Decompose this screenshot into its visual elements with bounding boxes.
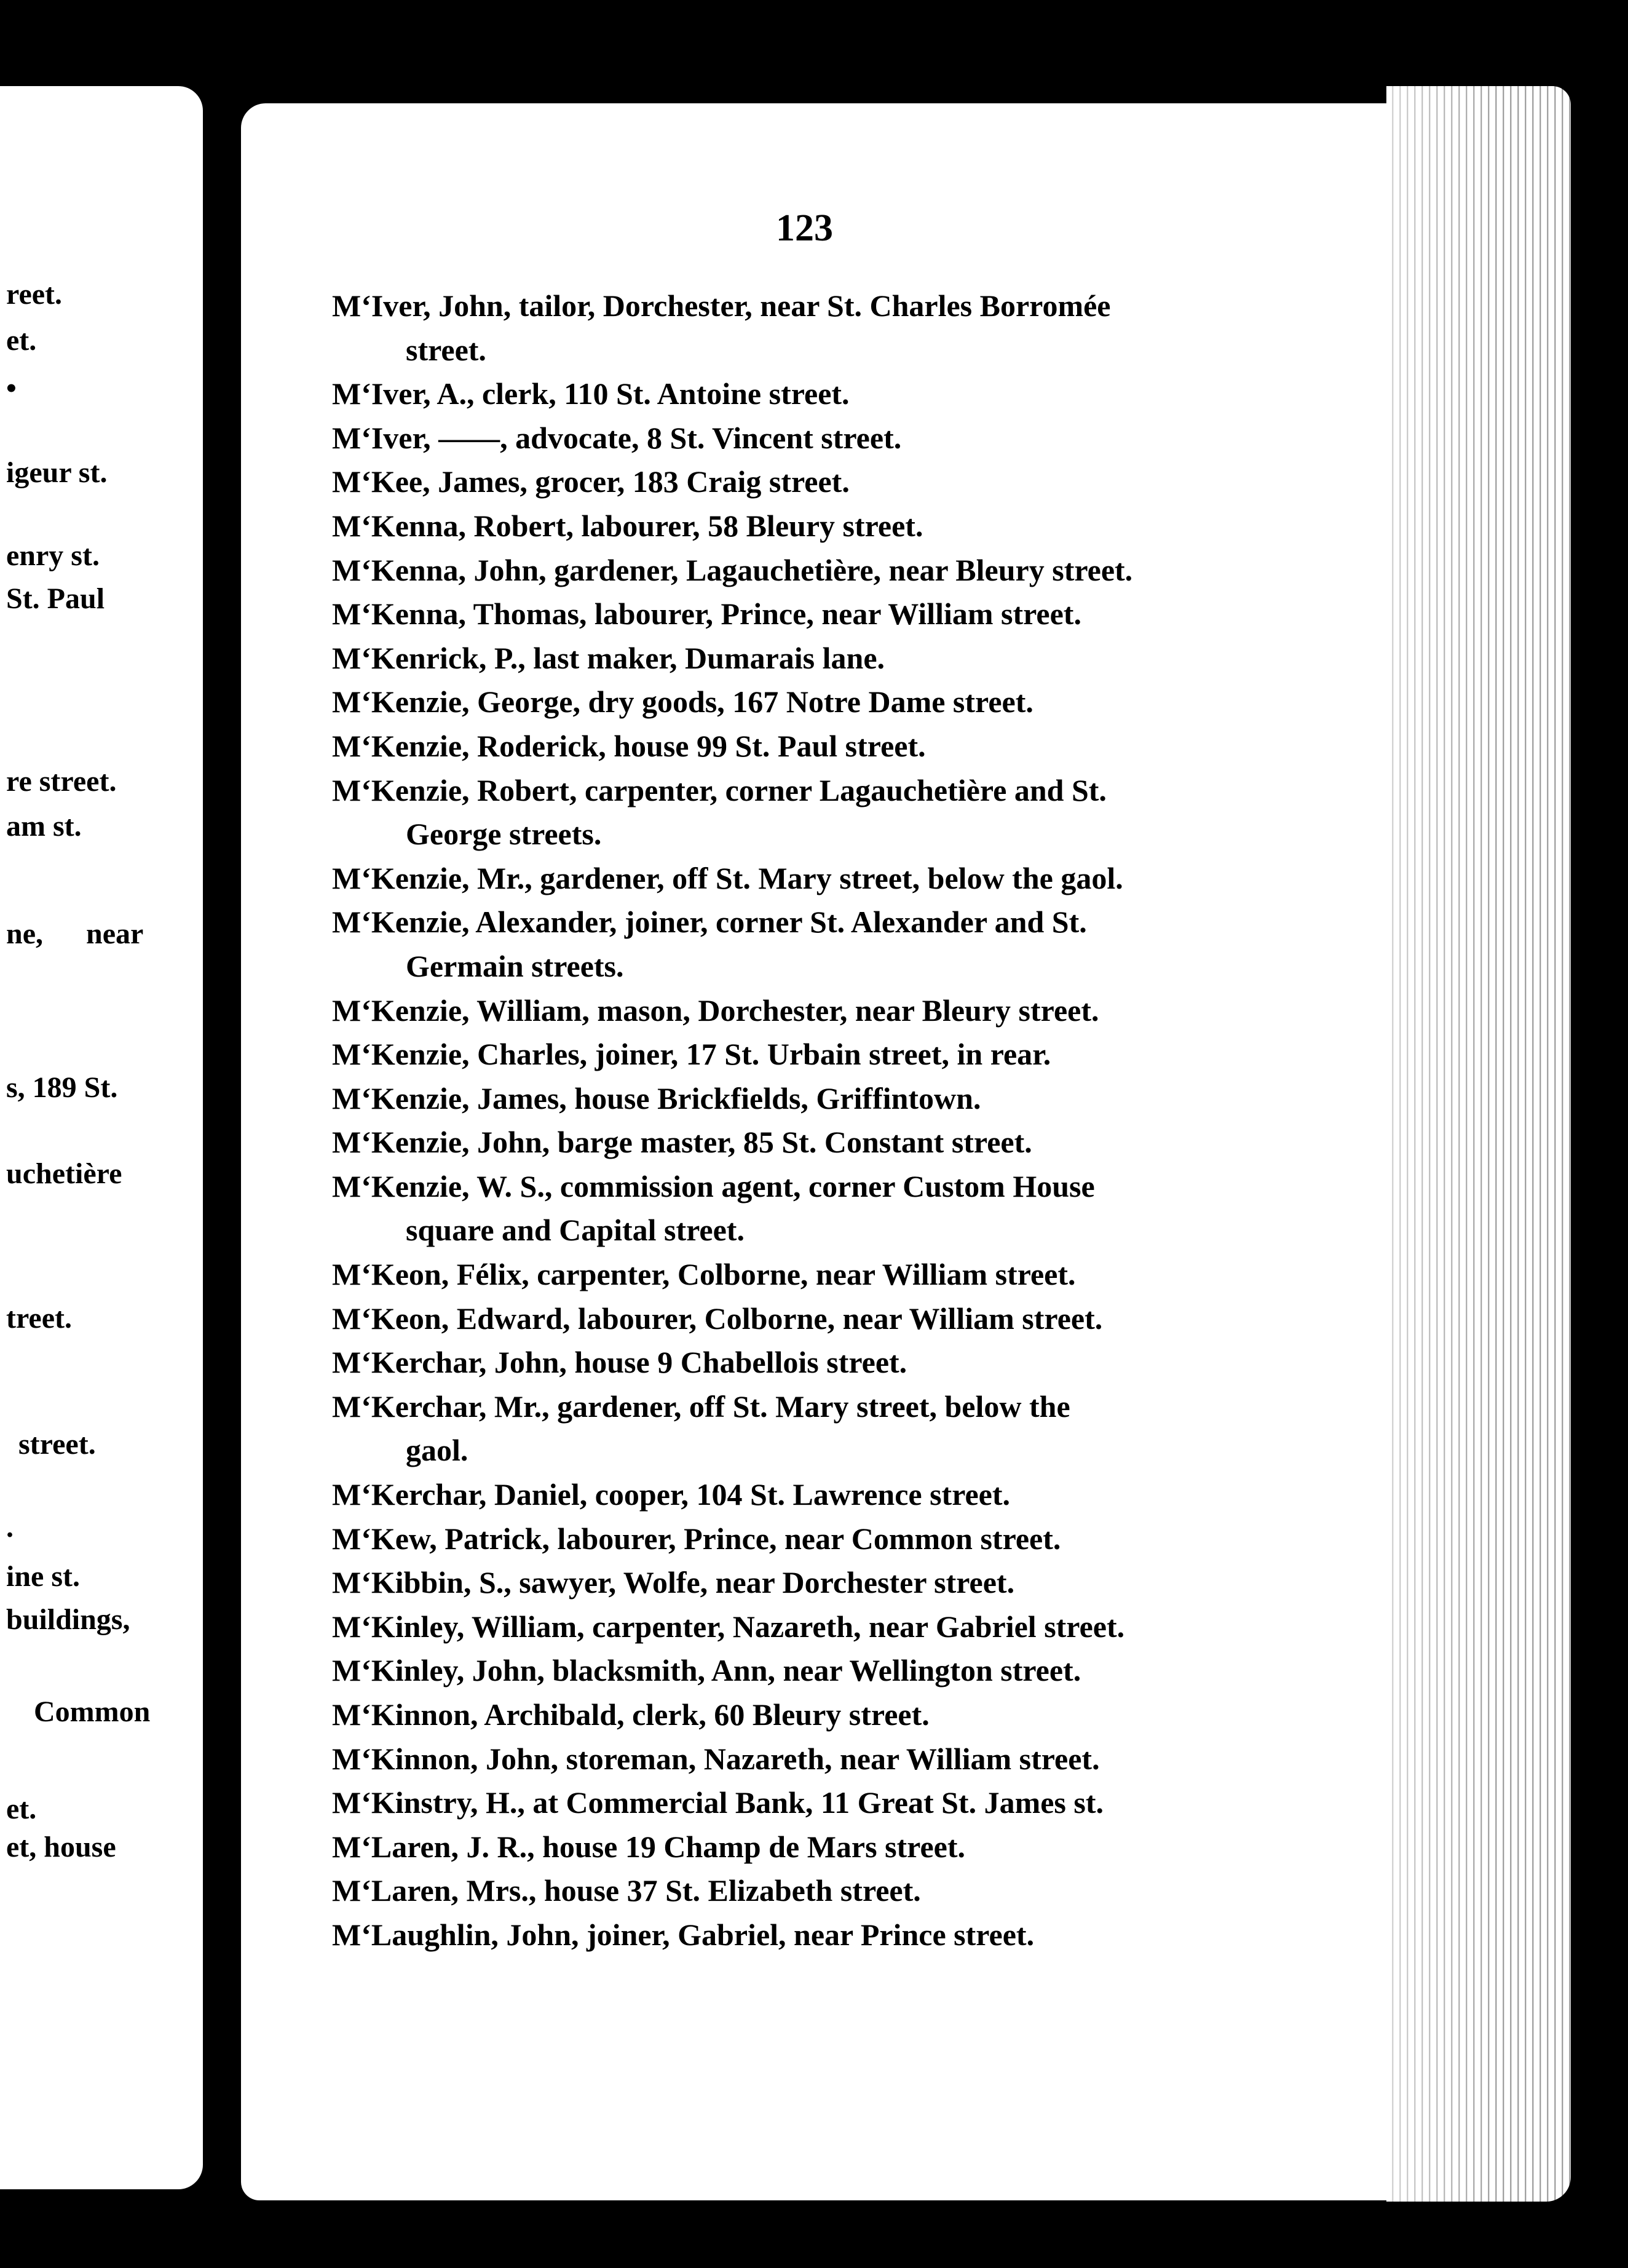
directory-entry: M‘Kinnon, John, storeman, Nazareth, near William street. (332, 1741, 1100, 1776)
directory-entry: M‘Laren, J. R., house 19 Champ de Mars street. (332, 1829, 966, 1864)
directory-entry: M‘Kenzie, George, dry goods, 167 Notre Dame street. (332, 684, 1033, 720)
directory-entry: M‘Kinley, John, blacksmith, Ann, near Wellington street. (332, 1653, 1081, 1688)
entry-continuation: Germain streets. (406, 948, 624, 983)
directory-entry: M‘Kinstry, H., at Commercial Bank, 11 Great St. James st. (332, 1785, 1104, 1820)
left-fragment: enry st. (6, 539, 100, 572)
directory-entry: M‘Kenzie, Alexander, joiner, corner St. Alexander and St. (332, 905, 1087, 940)
directory-entry: M‘Kenna, Robert, labourer, 58 Bleury street. (332, 508, 923, 543)
left-fragment: am st. (6, 810, 82, 843)
directory-entries (332, 284, 1266, 1957)
left-fragment: treet. (6, 1302, 73, 1334)
directory-entry: M‘Kew, Patrick, labourer, Prince, near Common street. (332, 1521, 1061, 1556)
page-edges-shading (1386, 86, 1571, 2202)
directory-entry: M‘Kenzie, James, house Brickfields, Griffintown. (332, 1080, 981, 1116)
directory-entry: M‘Kenna, Thomas, labourer, Prince, near William street. (332, 597, 1081, 632)
directory-entry: M‘Kenzie, Robert, carpenter, corner Lagauchetière and St. (332, 772, 1107, 807)
directory-entry: M‘Kinnon, Archibald, clerk, 60 Bleury street. (332, 1697, 930, 1732)
directory-entry: M‘Kinley, William, carpenter, Nazareth, near Gabriel street. (332, 1609, 1125, 1644)
directory-entry: M‘Kenzie, Mr., gardener, off St. Mary street, below the gaol. (332, 860, 1123, 895)
left-fragment: et. (6, 324, 37, 357)
directory-entry: M‘Kibbin, S., sawyer, Wolfe, near Dorchester street. (332, 1565, 1015, 1600)
left-fragment: et, house (6, 1831, 116, 1863)
directory-entry: M‘Kenzie, William, mason, Dorchester, near Bleury street. (332, 993, 1099, 1028)
left-fragment: St. Paul (6, 582, 105, 615)
left-fragment: • (6, 372, 17, 405)
left-fragment: ne, (6, 918, 43, 950)
directory-entry: M‘Keon, Félix, carpenter, Colborne, near William street. (332, 1257, 1076, 1292)
entry-continuation: George streets. (406, 817, 602, 852)
left-fragment: re street. (6, 765, 117, 798)
left-fragment: Common (34, 1695, 151, 1728)
left-fragment: near (86, 918, 144, 950)
entry-continuation: gaol. (406, 1433, 468, 1468)
directory-entry: M‘Kenzie, Roderick, house 99 St. Paul street. (332, 728, 926, 763)
left-page-edge (0, 86, 203, 2189)
page-number: 123 (776, 207, 833, 249)
directory-entry: M‘Kenrick, P., last maker, Dumarais lane. (332, 640, 885, 675)
directory-entry: M‘Kerchar, John, house 9 Chabellois street. (332, 1345, 907, 1380)
entry-continuation: street. (406, 332, 486, 367)
left-fragment: uchetière (6, 1157, 122, 1190)
directory-entry: M‘Kerchar, Daniel, cooper, 104 St. Lawrence street. (332, 1477, 1011, 1512)
left-fragment: ine st. (6, 1560, 80, 1593)
left-fragment: street. (18, 1428, 96, 1461)
directory-entry: M‘Iver, John, tailor, Dorchester, near St. Charles Borromée (332, 288, 1111, 323)
directory-entry: M‘Kenzie, John, barge master, 85 St. Constant street. (332, 1125, 1032, 1160)
directory-entry: M‘Kenna, John, gardener, Lagauchetière, near Bleury street. (332, 552, 1133, 587)
left-fragment: et. (6, 1793, 37, 1825)
left-fragment: reet. (6, 278, 63, 311)
directory-entry: M‘Laren, Mrs., house 37 St. Elizabeth street. (332, 1873, 921, 1908)
directory-entry: M‘Iver, ——, advocate, 8 St. Vincent street. (332, 420, 902, 455)
directory-entry: M‘Iver, A., clerk, 110 St. Antoine street. (332, 376, 850, 411)
directory-entry: M‘Laughlin, John, joiner, Gabriel, near Prince street. (332, 1917, 1035, 1952)
directory-entry: M‘Kee, James, grocer, 183 Craig street. (332, 464, 850, 499)
left-fragment: s, 189 St. (6, 1071, 118, 1104)
directory-entry: M‘Kenzie, Charles, joiner, 17 St. Urbain street, in rear. (332, 1037, 1051, 1072)
left-fragment: igeur st. (6, 456, 108, 489)
entry-continuation: square and Capital street. (406, 1213, 745, 1248)
left-fragment: . (6, 1511, 14, 1544)
directory-entry: M‘Kenzie, W. S., commission agent, corner Custom House (332, 1168, 1095, 1203)
directory-entry: M‘Kerchar, Mr., gardener, off St. Mary street, below the (332, 1389, 1070, 1424)
directory-entry: M‘Keon, Edward, labourer, Colborne, near William street. (332, 1301, 1103, 1336)
left-fragment: buildings, (6, 1603, 130, 1636)
